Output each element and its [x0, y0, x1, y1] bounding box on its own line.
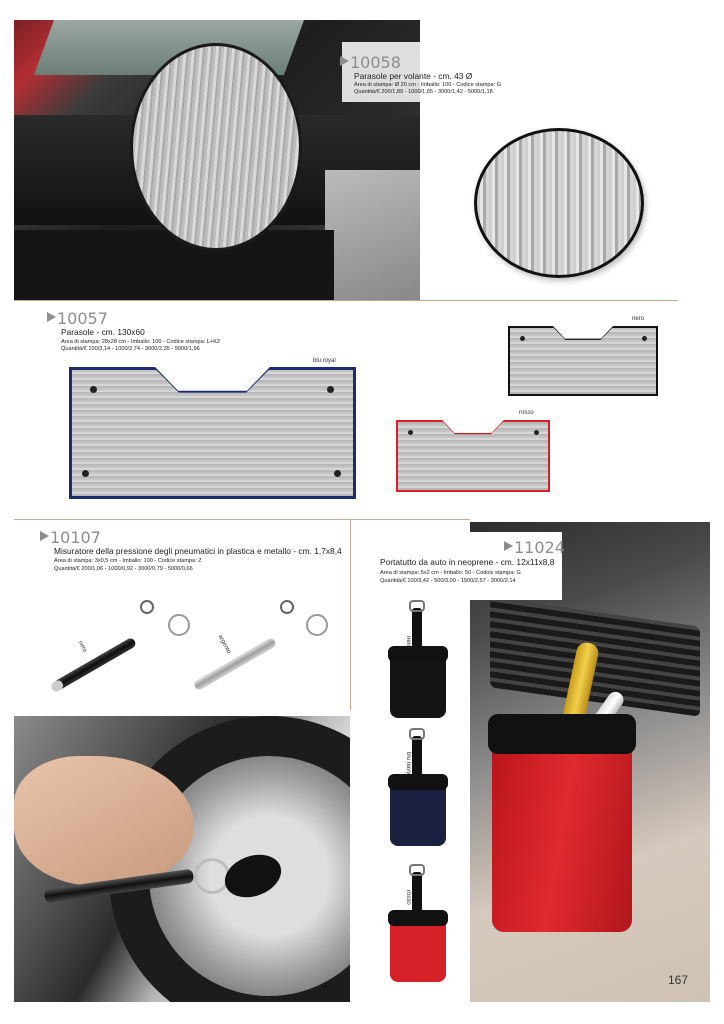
triangle-marker-icon	[40, 531, 49, 541]
product-spec-line1: Area di stampa: 5x2 cm - Imballo: 50 - Codice stampa: G	[380, 570, 521, 576]
organizer-pouch-nero	[390, 648, 446, 718]
section-divider	[14, 300, 678, 301]
windshield-shade-blu-royal	[72, 370, 353, 496]
organizer-pouch-rosso	[390, 912, 446, 982]
section-divider	[14, 519, 470, 520]
suction-cup-icon	[520, 336, 525, 341]
product-code-10107	[40, 530, 101, 546]
suction-cup-icon	[534, 430, 539, 435]
color-label-rosso: rosso	[405, 890, 411, 905]
suction-cup-icon	[408, 430, 413, 435]
clip-icon	[409, 600, 425, 612]
organizer-pouch-blu-navy	[390, 776, 446, 846]
color-label-blu-royal: blu royal	[313, 358, 336, 364]
color-label-blu-navy: blu navy	[405, 752, 411, 775]
product-code-10057	[47, 311, 108, 327]
product-code-11024	[504, 540, 565, 556]
car-seat	[325, 170, 420, 300]
color-label-argento: argento	[216, 634, 232, 655]
product-code-text: 10057	[57, 309, 108, 328]
color-label-nero: nero	[405, 636, 411, 649]
keyring-icon	[168, 614, 190, 636]
clip-icon	[409, 864, 425, 876]
windshield-shade-nero	[510, 328, 656, 394]
key-chain-icon	[280, 600, 294, 614]
product-code-text: 10107	[50, 528, 101, 547]
color-label-rosso: rosso	[519, 410, 534, 416]
triangle-marker-icon	[504, 541, 513, 551]
windshield-shade-rosso	[398, 422, 548, 490]
product-title: Misuratore della pressione degli pneumatici in plastica e metallo - cm. 1,7x8,4	[54, 546, 342, 556]
round-sunshade-image	[474, 128, 644, 278]
product-spec-line2: Quantità/€ 200/1,89 - 1000/1,65 - 3000/1,42 - 5000/1,18	[354, 89, 493, 95]
pouch-rim	[388, 774, 448, 790]
clip-icon	[409, 728, 425, 740]
triangle-marker-icon	[47, 312, 56, 322]
pouch-rim	[388, 646, 448, 662]
product-spec-line2: Quantità/€ 100/3,14 - 1000/2,74 - 3000/2,35 - 5000/1,96	[61, 346, 200, 352]
product-title: Parasole per volante - cm. 43 Ø	[354, 71, 473, 81]
product-title: Portatutto da auto in neoprene - cm. 12x11x8,8	[380, 557, 555, 567]
product-code-text: 11024	[514, 538, 565, 557]
product-spec-line1: Area di stampa: 28x28 cm - Imballo: 100 - Codice stampa: L+K2	[61, 339, 221, 345]
suction-cup-icon	[90, 386, 97, 393]
suction-cup-icon	[642, 336, 647, 341]
car-floor	[14, 230, 334, 300]
product-spec-line2: Quantità/€ 200/1,06 - 1000/0,92 - 3000/0,79 - 5000/0,66	[54, 566, 193, 572]
product-title: Parasole - cm. 130x60	[61, 327, 145, 337]
color-label-nero: nero	[76, 640, 88, 654]
tire-gauge-in-use-photo	[14, 716, 350, 1002]
triangle-marker-icon	[340, 56, 349, 66]
pouch-rim	[388, 910, 448, 926]
pouch-strap	[412, 736, 422, 776]
pouch-rim	[488, 714, 636, 754]
pouch-strap	[412, 872, 422, 912]
suction-cup-icon	[82, 470, 89, 477]
pouch-strap	[412, 608, 422, 648]
tire-gauge-nero	[53, 637, 138, 692]
product-code-text: 10058	[350, 53, 401, 72]
steering-wheel-sunshade	[130, 43, 302, 251]
keyring-icon	[306, 614, 328, 636]
tire-gauge-argento	[193, 637, 278, 692]
suction-cup-icon	[327, 386, 334, 393]
product-spec-line1: Area di stampa: 3x0,5 cm - Imballo: 100 - Codice stampa: Z	[54, 558, 202, 564]
product-spec-line1: Area di stampa: Ø 20 cm - Imballo: 100 - Codice stampa: G	[354, 82, 502, 88]
suction-cup-icon	[334, 470, 341, 477]
product-code-10058	[340, 55, 401, 71]
product-spec-line2: Quantità/€ 100/3,42 - 500/3,00 - 1500/2,57 - 3000/2,14	[380, 578, 516, 584]
color-label-nero: nero	[632, 316, 645, 322]
section-divider-vertical	[350, 520, 351, 710]
page-number: 167	[668, 973, 689, 987]
key-chain-icon	[140, 600, 154, 614]
